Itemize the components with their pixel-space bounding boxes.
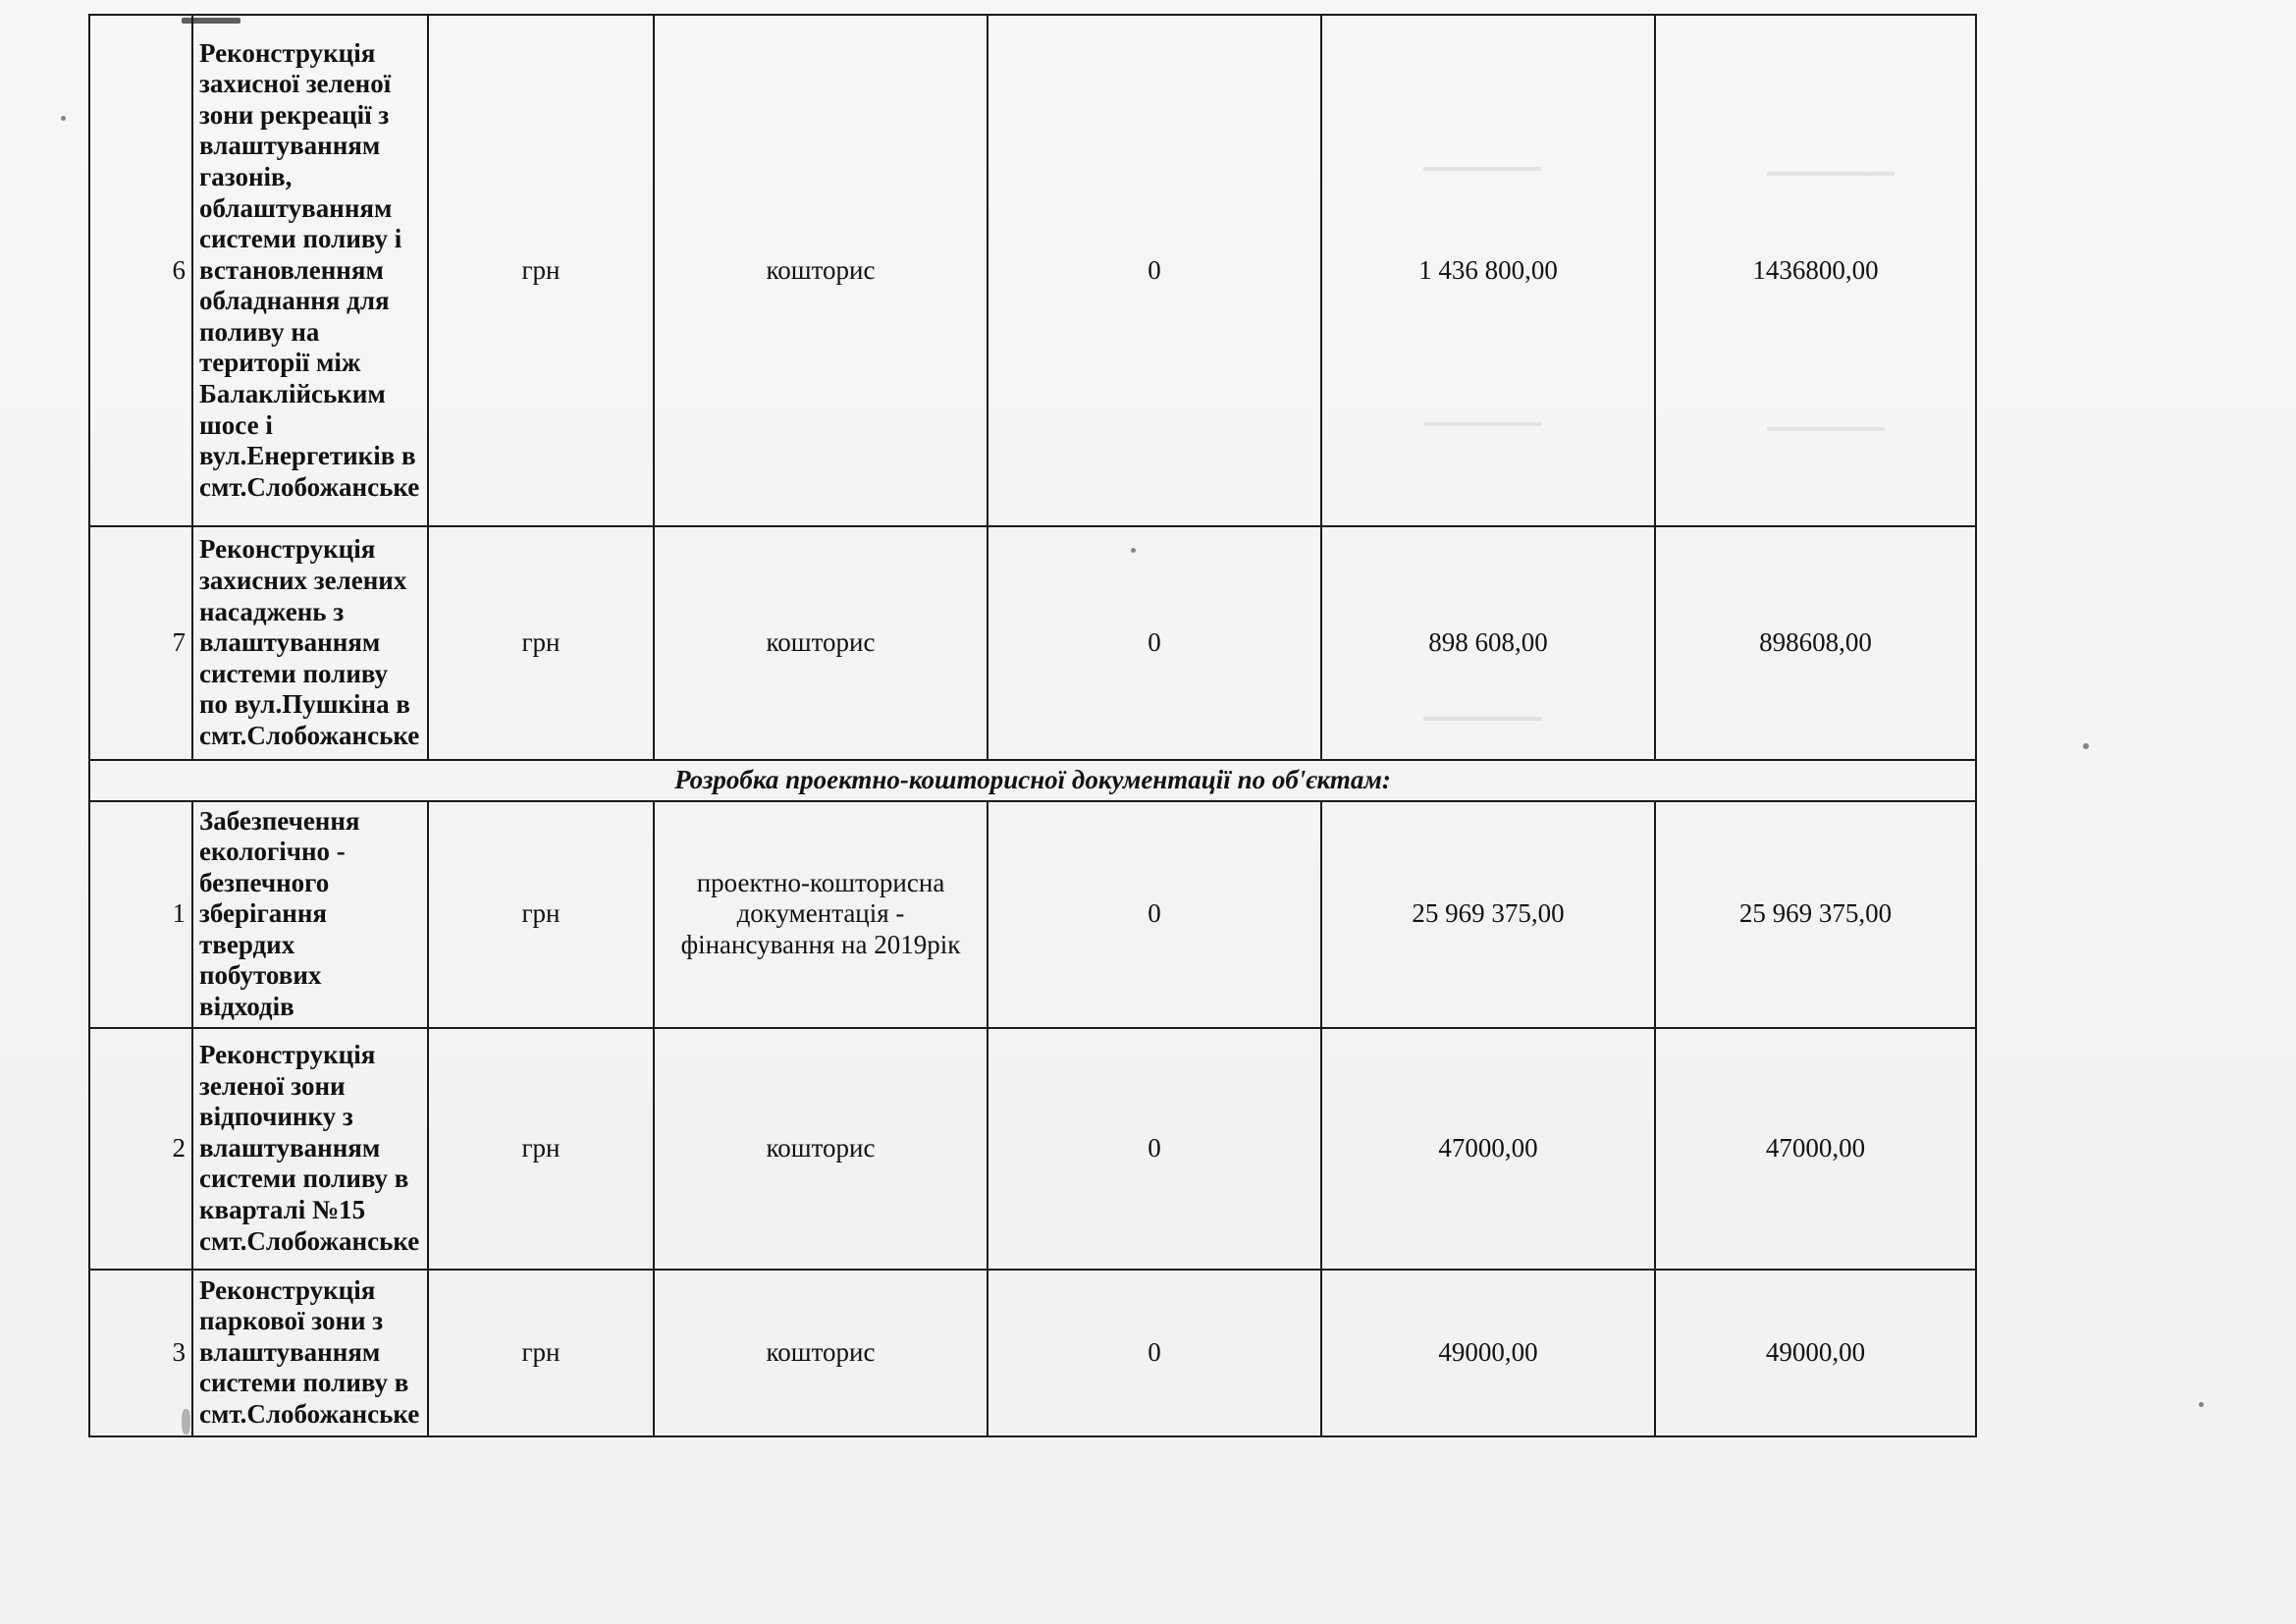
- table-row: [89, 801, 1976, 1028]
- table-row: [89, 15, 1976, 526]
- row-value-col6: 49000,00: [1321, 1270, 1655, 1436]
- row-source: проектно-кошторисна документація - фінансування на 2019рік: [654, 801, 988, 1028]
- scan-speck: [2083, 743, 2089, 749]
- row-source: кошторис: [654, 1270, 988, 1436]
- row-number: 3: [89, 1270, 192, 1436]
- row-value-col7: 1436800,00: [1655, 15, 1976, 526]
- scan-speck: [2199, 1402, 2204, 1407]
- row-value-col6: 25 969 375,00: [1321, 801, 1655, 1028]
- row-object-name: Забезпечення екологічно - безпечного зберігання твердих побутових відходів: [192, 801, 428, 1028]
- section-header-row: [89, 760, 1976, 801]
- row-source: кошторис: [654, 1028, 988, 1270]
- row-value-col5: 0: [988, 801, 1321, 1028]
- row-value-col6: 47000,00: [1321, 1028, 1655, 1270]
- row-unit: грн: [428, 1028, 654, 1270]
- budget-table: [88, 14, 1977, 1437]
- table-row: [89, 526, 1976, 760]
- row-value-col6: 1 436 800,00: [1321, 15, 1655, 526]
- row-object-name: Реконструкція захисних зелених насаджень з влаштуванням системи поливу по вул.Пушкіна в смт.Слобожанське: [192, 526, 428, 760]
- row-unit: грн: [428, 15, 654, 526]
- row-number: 2: [89, 1028, 192, 1270]
- row-source: кошторис: [654, 526, 988, 760]
- row-value-col6: 898 608,00: [1321, 526, 1655, 760]
- row-object-name: Реконструкція паркової зони з влаштуванням системи поливу в смт.Слобожанське: [192, 1270, 428, 1436]
- row-object-name: Реконструкція зеленої зони відпочинку з влаштуванням системи поливу в кварталі №15 смт.Слобожанське: [192, 1028, 428, 1270]
- row-value-col7: 47000,00: [1655, 1028, 1976, 1270]
- row-unit: грн: [428, 1270, 654, 1436]
- row-source: кошторис: [654, 15, 988, 526]
- row-value-col5: 0: [988, 1270, 1321, 1436]
- row-value-col7: 898608,00: [1655, 526, 1976, 760]
- row-number: 7: [89, 526, 192, 760]
- row-number: 1: [89, 801, 192, 1028]
- row-value-col5: 0: [988, 1028, 1321, 1270]
- table-row: [89, 1028, 1976, 1270]
- row-unit: грн: [428, 526, 654, 760]
- row-value-col5: 0: [988, 15, 1321, 526]
- row-object-name: Реконструкція захисної зеленої зони рекреації з влаштуванням газонів, облаштуванням системи поливу і встановленням обладнання для поливу на території між Балаклійським шосе і вул.Енергетиків в смт.Слобожанське: [192, 15, 428, 526]
- row-unit: грн: [428, 801, 654, 1028]
- scan-speck: [61, 116, 66, 121]
- row-value-col7: 25 969 375,00: [1655, 801, 1976, 1028]
- table-row: [89, 1270, 1976, 1436]
- section-title: Розробка проектно-кошторисної документації по об'єктам:: [89, 760, 1976, 801]
- row-value-col7: 49000,00: [1655, 1270, 1976, 1436]
- row-number: 6: [89, 15, 192, 526]
- row-value-col5: 0: [988, 526, 1321, 760]
